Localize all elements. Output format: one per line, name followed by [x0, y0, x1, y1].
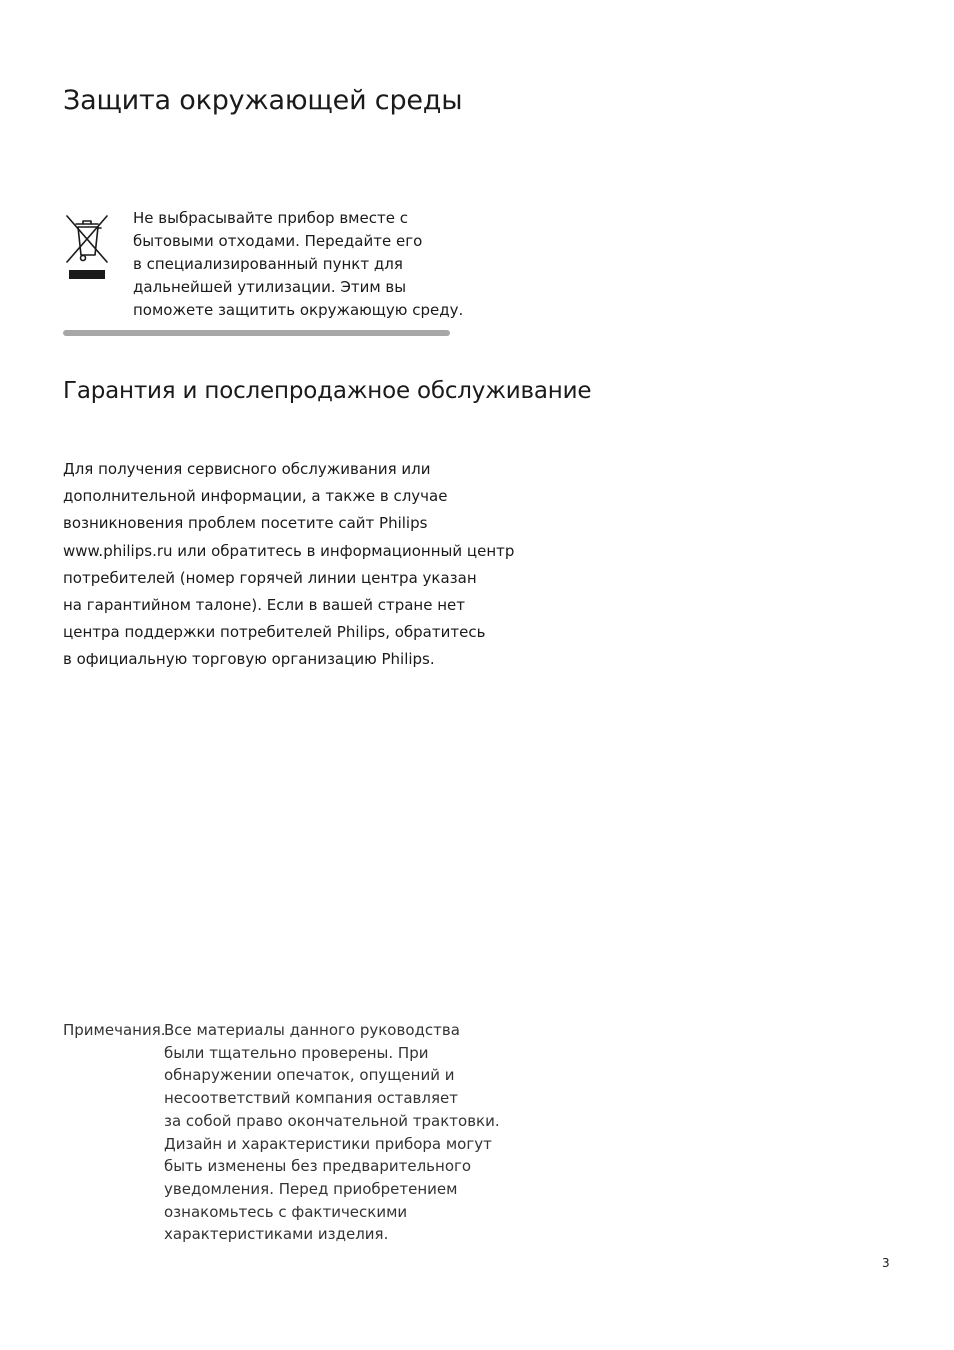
- warranty-text-line: Для получения сервисного обслуживания или: [63, 460, 431, 478]
- notes-text-line: ознакомьтесь с фактическими: [164, 1202, 408, 1221]
- environment-text-line: бытовыми отходами. Передайте его: [133, 232, 423, 250]
- environment-text-line: Не выбрасывайте прибор вместе с: [133, 209, 408, 227]
- notes-text-line: быть изменены без предварительного: [164, 1157, 472, 1176]
- environment-text-line: в специализированный пункт для: [133, 255, 403, 273]
- notes-text-line: Все материалы данного руководства: [164, 1021, 460, 1039]
- environment-heading: Защита окружающей среды: [63, 85, 463, 116]
- environment-text: [133, 207, 493, 322]
- crossed-out-wheelie-bin-icon: [63, 210, 111, 286]
- warranty-heading: Гарантия и послепродажное обслуживание: [63, 378, 592, 404]
- environment-text-line: дальнейшей утилизации. Этим вы: [133, 278, 407, 296]
- notes-text-line: обнаружении опечаток, опущений и: [164, 1066, 455, 1085]
- notes-text-line: уведомления. Перед приобретением: [164, 1179, 458, 1198]
- environment-text-line: поможете защитить окружающую среду.: [133, 301, 464, 319]
- warranty-text: [63, 456, 533, 674]
- warranty-text-line: центра поддержки потребителей Philips, обратитесь: [63, 623, 486, 642]
- warranty-text-line: дополнительной информации, а также в случае: [63, 487, 448, 506]
- warranty-text-line: возникновения проблем посетите сайт Philips: [63, 514, 428, 533]
- warranty-text-line: на гарантийном талоне). Если в вашей стране нет: [63, 596, 465, 615]
- notes-text-line: были тщательно проверены. При: [164, 1043, 429, 1062]
- notes-text-line: характеристиками изделия.: [164, 1225, 389, 1244]
- warranty-text-line: в официальную торговую организацию Philips.: [63, 650, 435, 669]
- notes-text-line: несоответствий компания оставляет: [164, 1089, 458, 1108]
- warranty-text-line: потребителей (номер горячей линии центра указан: [63, 568, 477, 587]
- notes-label: Примечания.: [63, 1021, 166, 1039]
- page-number: 3: [882, 1256, 890, 1270]
- notes-text: [164, 1019, 504, 1246]
- section-divider: [63, 330, 450, 336]
- notes-text-line: Дизайн и характеристики прибора могут: [164, 1134, 492, 1153]
- notes-text-line: за собой право окончательной трактовки.: [164, 1111, 500, 1130]
- warranty-text-line: www.philips.ru или обратитесь в информационный центр: [63, 541, 515, 560]
